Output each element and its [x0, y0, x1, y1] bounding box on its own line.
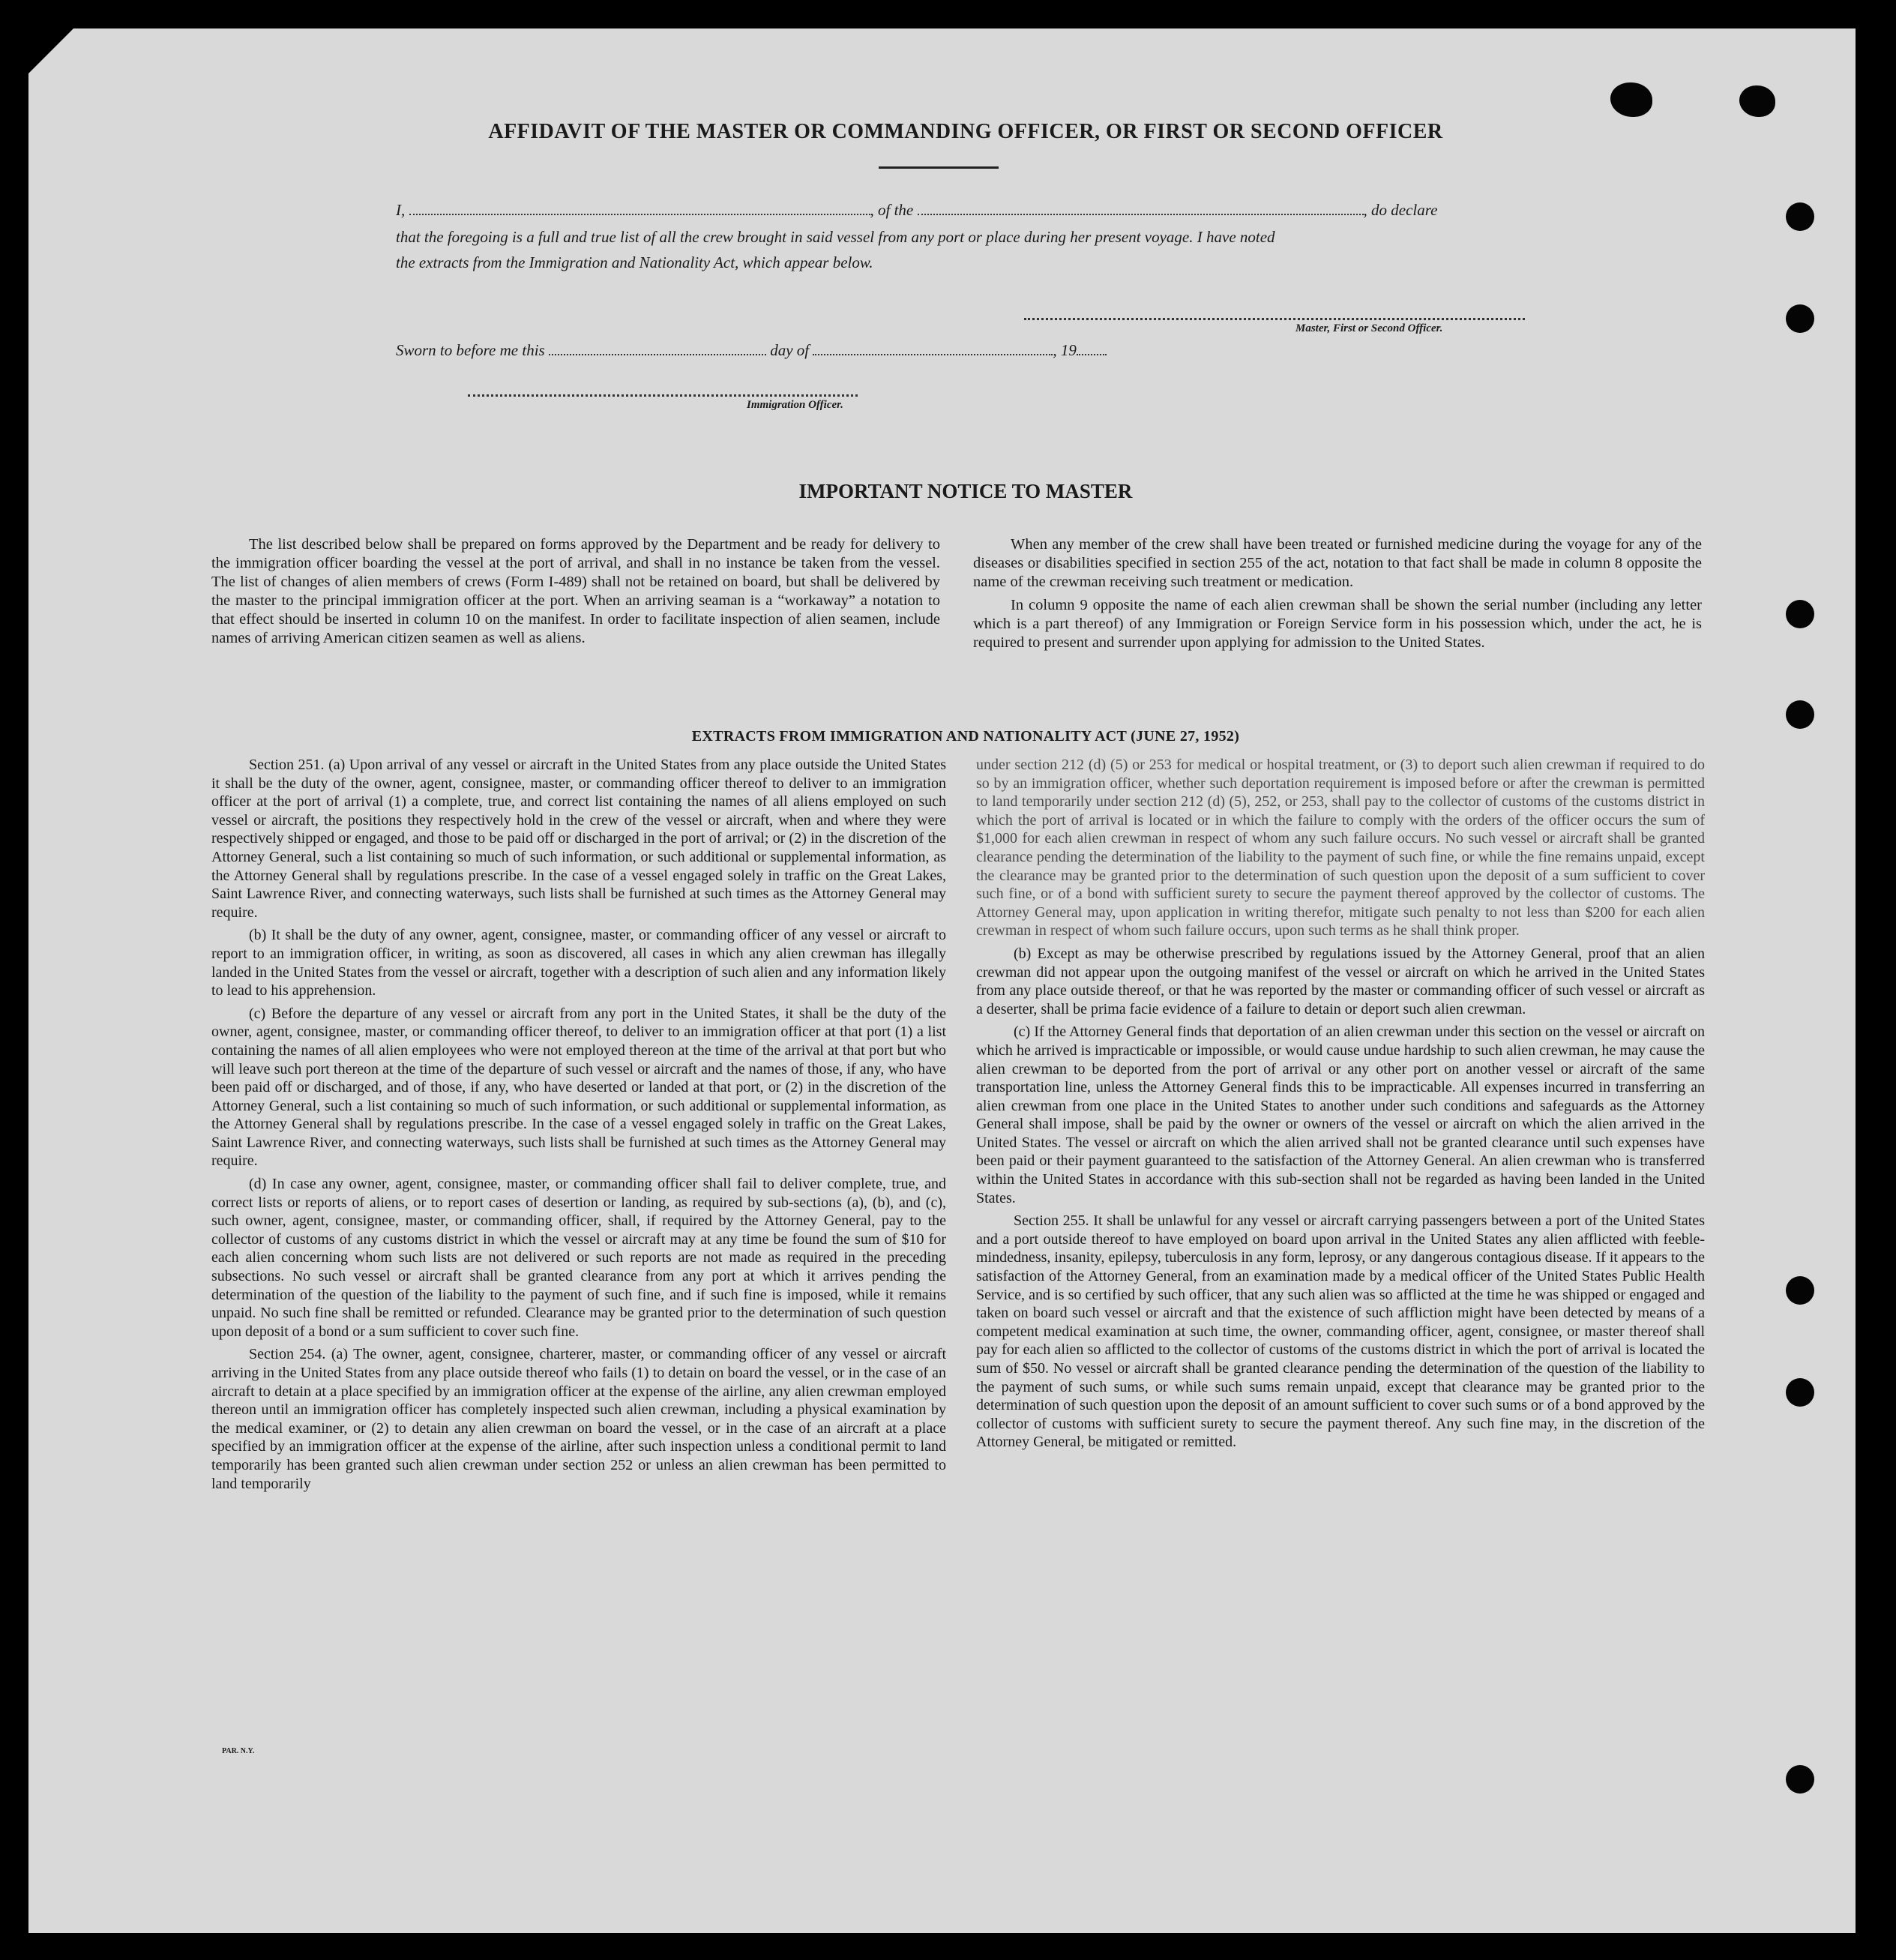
statute-paragraph: (b) It shall be the duty of any owner, agent, consignee, master, or commanding officer of any vessel or aircraft to report to an immigration officer, in writing, as soon as discovered, all cases in which any alien crewman has illegally landed in the United States from the vessel or aircraft, together with a description of such alien and any information likely to lead to his apprehension. [211, 927, 946, 999]
punch-hole-2 [1786, 304, 1814, 333]
extracts-heading: EXTRACTS FROM IMMIGRATION AND NATIONALITY ACT (JUNE 27, 1952) [691, 728, 1240, 745]
immigration-officer-caption: Immigration Officer. [747, 399, 843, 411]
title-rule [879, 166, 999, 169]
punch-hole-4 [1786, 700, 1814, 729]
notice-paragraph: When any member of the crew shall have been treated or furnished medicine during the voyage for any of the diseases or disabilities specified in section 255 of the act, notation to that fact shall be made in column 8 opposite the name of the crewman receiving such treatment or medication. [973, 536, 1702, 590]
of-the-label: , of the [870, 201, 914, 219]
statute-paragraph: (d) In case any owner, agent, consignee, master, or commanding officer shall fail to deliver complete, true, and correct lists or reports of aliens, or to report cases of desertion or landing, as required by sub-sections (a), (b), and (c), such owner, agent, consignee, master, or commanding officer, shall, if required by the Attorney General, pay to the collector of customs of any customs district in which the vessel or aircraft may at any time be found the sum of $10 for each alien concerning whom such lists are not delivered or such reports are not made as required in the preceding subsections. No such vessel or aircraft shall be granted clearance from any port at which it arrives pending the determination of the question of the liability to the payment of such fine, and if such fine is imposed, while it remains unpaid. No such fine shall be remitted or refunded. Clearance may be granted prior to the determination of such question upon deposit of a bond or a sum sufficient to cover such fine. [211, 1176, 946, 1340]
statute-paragraph: (c) If the Attorney General finds that deportation of an alien crewman under this section on the vessel or aircraft on which he arrived is impracticable or impossible, or would cause undue hardship to such alien crewman, he may cause the alien crewman to be deported from the port of arrival or any other port on another vessel or aircraft of the same transportation line, unless the Attorney General finds this to be impracticable. All expenses incurred in transferring an alien crewman from one place in the United States to another under such conditions and safeguards as the Attorney General shall impose, shall be paid by the owner or owners of the vessel or aircraft on which the alien arrived in the United States. The vessel or aircraft on which the alien arrived shall not be granted clearance until such expenses have been paid or their payment guaranteed to the satisfaction of the Attorney General. An alien crewman who is transferred within the United States in accordance with this sub-section shall not be regarded as having been landed in the United States. [976, 1023, 1705, 1206]
notice-title: IMPORTANT NOTICE TO MASTER [798, 480, 1133, 502]
name-blank[interactable] [409, 203, 870, 215]
extracts-right-column [976, 756, 1705, 1456]
statute-paragraph: (c) Before the departure of any vessel or aircraft from any port in the United States, it shall be the duty of the owner, agent, consignee, master, or commanding officer thereof, to deliver to an immigration officer at that port (1) a list containing the names of all alien employees who were not employed thereon at the time of the arrival at that port but who will leave such port thereon at the time of the departure of such vessel or aircraft and the names of those, if any, who have been paid off or discharged, and of those, if any, who have deserted or landed at that port, or (2) in the discretion of the Attorney General, such a list containing so much of such information, or such additional or supplemental information, as the Attorney General shall by regulations prescribe. In the case of a vessel engaged solely in traffic on the Great Lakes, Saint Lawrence River, and connecting waterways, such lists shall be furnished at such times as the Attorney General may require. [211, 1005, 946, 1170]
punch-hole-5 [1786, 1276, 1814, 1305]
sworn-label: Sworn to before me this [396, 341, 545, 359]
punch-hole-7 [1786, 1765, 1814, 1794]
notice-paragraph: The list described below shall be prepared on forms approved by the Department and be ready for delivery to the immigration officer boarding the vessel at the port of arrival, and shall in no instance be taken from the vessel. The list of changes of alien members of crews (Form I-489) shall not be retained on board, but shall be delivered by the master to the principal immigration officer at the port. When an arriving seaman is a “workaway” a notation to that effect should be inserted in column 10 on the manifest. In order to facilitate inspection of alien seamen, include names of arriving American citizen seamen as well as aliens. [211, 536, 940, 646]
statute-paragraph: under section 212 (d) (5) or 253 for medical or hospital treatment, or (3) to deport such alien crewman if required to do so by an immigration officer, whether such deportation requirement is imposed before or after the crewman is permitted to land temporarily under section 212 (d) (5), 252, or 253, shall pay to the collector of customs of the customs district in which the port of arrival is located or in which the failure to comply with the orders of the officer occurs the sum of $1,000 for each alien crewman in respect of whom any such failure occurs. No such vessel or aircraft shall be granted clearance pending the determination of the liability to the payment of such fine, or while the fine remains unpaid, except the clearance may be granted prior to the determination of such question upon the deposit of a sum sufficient to cover such fine, or of a bond with sufficient surety to secure the payment thereof approved by the collector of customs. The Attorney General may, upon application in writing therefor, mitigate such penalty to not less than $200 for each alien crewman in respect of whom such failure occurs, upon such terms as he shall think proper. [976, 757, 1705, 940]
printer-mark: PAR. N.Y. [222, 1747, 255, 1755]
statute-paragraph: Section 255. It shall be unlawful for any vessel or aircraft carrying passengers between a port of the United States and a port outside thereof to have employed on board upon arrival in the United States any alien afflicted with feeble-mindedness, insanity, epilepsy, tuberculosis in any form, leprosy, or any dangerous contagious disease. If it appears to the satisfaction of the Attorney General, from an examination made by a medical officer of the United States Public Health Service, and is so certified by such officer, that any such alien was so afflicted at the time he was shipped or engaged and taken on board such vessel or aircraft and that the existence of such affliction might have been detected by means of a competent medical examination at such time, the owner, commanding officer, agent, consignee, or master thereof shall pay for each alien so afflicted to the collector of customs of the customs district in which the port of arrival is located the sum of $50. No vessel or aircraft shall be granted clearance pending the determination of the question of the liability to the payment of such sums, or while such sums remain unpaid, except that clearance may be granted prior to the determination of such question upon the deposit of an amount sufficient to cover such sums or of a bond approved by the collector of customs with sufficient surety to secure the payment thereof. Any such fine may, in the discretion of the Attorney General, be mitigated or remitted. [976, 1212, 1705, 1451]
ink-blot-right [1739, 85, 1775, 117]
extracts-left-column [211, 756, 946, 1497]
declaration-text-1: that the foregoing is a full and true list of all the crew brought in said vessel from any port or place during her present voyage. I have noted [396, 228, 1275, 246]
sworn-month-blank[interactable] [813, 343, 1053, 355]
folded-corner [28, 28, 73, 73]
notice-paragraph: In column 9 opposite the name of each alien crewman shall be shown the serial number (including any letter which is a part thereof) of any Immigration or Foreign Service form in his possession which, under the act, he is required to present and surrender upon applying for admission to the United States. [973, 597, 1702, 651]
day-of-label: day of [770, 341, 810, 359]
notice-right-column [973, 535, 1702, 657]
year-blank[interactable] [1077, 343, 1107, 355]
year-prefix: , 19 [1053, 341, 1077, 359]
sworn-day-blank[interactable] [549, 343, 766, 355]
declaration-i: I, [396, 201, 406, 219]
affidavit-title: AFFIDAVIT OF THE MASTER OR COMMANDING OFFICER, OR FIRST OR SECOND OFFICER [488, 120, 1443, 143]
do-declare-label: , do declare [1363, 201, 1438, 219]
master-signature-caption: Master, First or Second Officer. [1295, 322, 1443, 334]
punch-hole-1 [1786, 202, 1814, 231]
immigration-officer-line[interactable] [468, 394, 858, 397]
statute-paragraph: (b) Except as may be otherwise prescribed by regulations issued by the Attorney General, proof that an alien crewman did not appear upon the outgoing manifest of the vessel or aircraft on which he arrived in the United States from any place outside thereof, or that he was reported by the master or commanding officer of such vessel or aircraft as a deserter, shall be prima facie evidence of a failure to detain or deport such alien crewman. [976, 945, 1705, 1017]
vessel-blank[interactable] [918, 203, 1364, 215]
master-signature-line[interactable] [1024, 318, 1525, 320]
statute-paragraph: Section 254. (a) The owner, agent, consignee, charterer, master, or commanding officer of any vessel or aircraft arriving in the United States from any place outside thereof who fails (1) to detain on board the vessel, or in the case of an aircraft to detain at a place specified by an immigration officer at the expense of the airline, any alien crewman employed thereon until an immigration officer has completely inspected such alien crewman, including a physical examination by the medical examiner, or (2) to detain any alien crewman on board the vessel, or in the case of an aircraft at a place specified by an immigration officer at the expense of the airline, after such inspection unless a conditional permit to land temporarily has been granted such alien crewman under section 252 or unless an alien crewman has been permitted to land temporarily [211, 1346, 946, 1492]
punch-hole-3 [1786, 600, 1814, 628]
declaration-line [396, 201, 1550, 220]
statute-paragraph: Section 251. (a) Upon arrival of any vessel or aircraft in the United States from any place outside the United States it shall be the duty of the owner, agent, consignee, master, or commanding officer thereof to deliver to an immigration officer at the port of arrival (1) a complete, true, and correct list containing the names of all aliens employed on such vessel or aircraft, the positions they respectively hold in the crew of the vessel or aircraft, when and where they were respectively shipped or engaged, and those to be paid off or discharged in the port of arrival; or (2) in the discretion of the Attorney General, such a list containing so much of such information, or such additional or supplemental information, as the Attorney General shall by regulations prescribe. In the case of a vessel engaged solely in traffic on the Great Lakes, Saint Lawrence River, and connecting waterways, such lists shall be furnished at such times as the Attorney General may require. [211, 757, 946, 921]
punch-hole-6 [1786, 1378, 1814, 1407]
sworn-line [396, 341, 1550, 360]
declaration-text-2: the extracts from the Immigration and Nationality Act, which appear below. [396, 253, 873, 271]
notice-left-column [211, 535, 940, 652]
form-sheet [28, 28, 1856, 1933]
ink-blot-left [1610, 82, 1652, 117]
